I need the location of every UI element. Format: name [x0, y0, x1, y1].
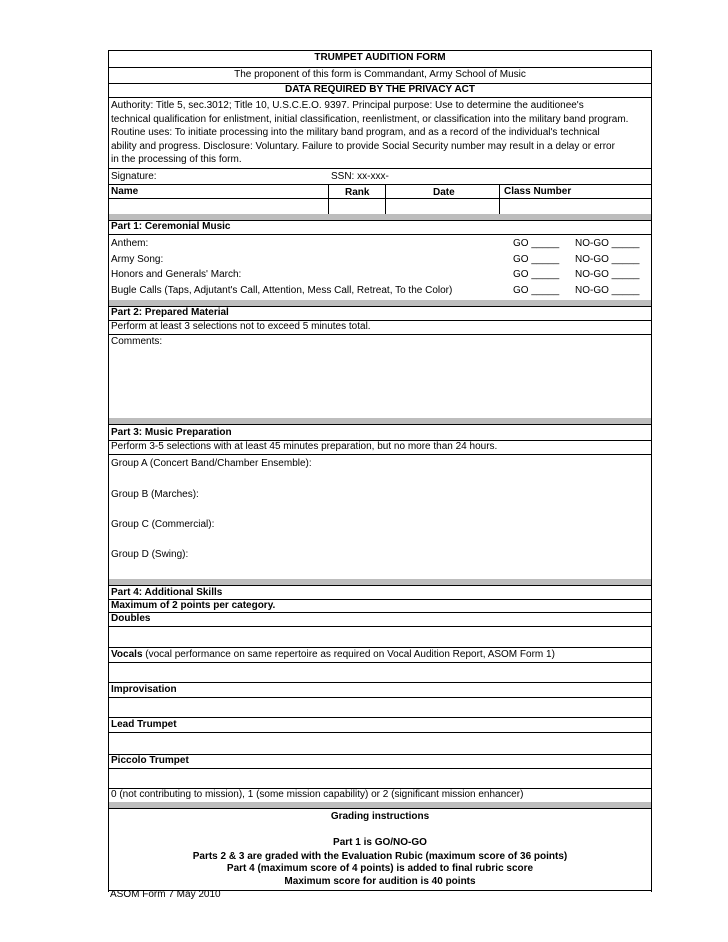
grading-title: Grading instructions	[330, 811, 430, 822]
audition-form	[108, 50, 652, 892]
army-song-nogo[interactable]: NO-GO _____	[575, 254, 640, 265]
privacy-line-4: ability and progress. Disclosure: Voluntary. Failure to provide Social Security number may result in a delay or error	[111, 140, 615, 152]
anthem-label: Anthem:	[111, 238, 149, 249]
part2-title: Part 2: Prepared Material	[111, 307, 229, 318]
bugle-calls-nogo[interactable]: NO-GO _____	[575, 285, 640, 296]
anthem-nogo[interactable]: NO-GO _____	[575, 238, 640, 249]
group-b-label: Group B (Marches):	[111, 489, 199, 500]
date-label: Date	[433, 187, 455, 198]
honors-march-go[interactable]: GO _____	[513, 269, 560, 280]
lead-trumpet-label: Lead Trumpet	[111, 719, 177, 730]
signature-label: Signature:	[111, 171, 157, 182]
comments-label: Comments:	[111, 336, 163, 347]
part3-instruction: Perform 3-5 selections with at least 45 minutes preparation, but no more than 24 hours.	[111, 441, 498, 452]
piccolo-trumpet-label: Piccolo Trumpet	[111, 755, 189, 766]
part4-title: Part 4: Additional Skills	[111, 587, 223, 598]
class-number-label: Class Number	[504, 186, 572, 197]
grading-line-2: Parts 2 & 3 are graded with the Evaluation Rubic (maximum score of 36 points)	[192, 851, 568, 862]
grading-line-3: Part 4 (maximum score of 4 points) is added to final rubric score	[226, 863, 534, 874]
improvisation-label: Improvisation	[111, 684, 177, 695]
privacy-title: DATA REQUIRED BY THE PRIVACY ACT	[284, 84, 475, 95]
army-song-go[interactable]: GO _____	[513, 254, 560, 265]
privacy-line-3: Routine uses: To initiate processing into the military band program, and as a record of the individual's technical	[111, 127, 600, 139]
form-footer: ASOM Form 7 May 2010	[110, 889, 221, 900]
army-song-label: Army Song:	[111, 254, 164, 265]
grading-line-1: Part 1 is GO/NO-GO	[333, 837, 427, 848]
part3-title: Part 3: Music Preparation	[111, 427, 232, 438]
scoring-scale: 0 (not contributing to mission), 1 (some mission capability) or 2 (significant mission enhancer)	[111, 789, 524, 800]
privacy-line-2: technical qualification for enlistment, initial classification, reenlistment, or classification into the military band program.	[111, 113, 629, 125]
ssn-label: SSN: xx-xxx-	[331, 171, 389, 182]
rank-label: Rank	[345, 187, 370, 198]
part4-subtitle: Maximum of 2 points per category.	[111, 600, 276, 611]
honors-march-nogo[interactable]: NO-GO _____	[575, 269, 640, 280]
bugle-calls-label: Bugle Calls (Taps, Adjutant's Call, Attention, Mess Call, Retreat, To the Color)	[111, 285, 453, 296]
doubles-label: Doubles	[111, 613, 151, 624]
privacy-line-5: in the processing of this form.	[111, 154, 242, 166]
group-c-label: Group C (Commercial):	[111, 519, 215, 530]
grading-line-4: Maximum score for audition is 40 points	[284, 876, 476, 887]
group-d-label: Group D (Swing):	[111, 549, 189, 560]
proponent-line: The proponent of this form is Commandant, Army School of Music	[234, 69, 526, 80]
part1-title: Part 1: Ceremonial Music	[111, 221, 231, 232]
anthem-go[interactable]: GO _____	[513, 238, 560, 249]
vocals-note: (vocal performance on same repertoire as required on Vocal Audition Report, ASOM Form 1)	[145, 649, 555, 660]
honors-march-label: Honors and Generals' March:	[111, 269, 242, 280]
name-label: Name	[111, 186, 139, 197]
vocals-label: Vocals	[111, 649, 143, 660]
bugle-calls-go[interactable]: GO _____	[513, 285, 560, 296]
part2-instruction: Perform at least 3 selections not to exceed 5 minutes total.	[111, 321, 371, 332]
form-title: TRUMPET AUDITION FORM	[314, 52, 446, 63]
group-a-label: Group A (Concert Band/Chamber Ensemble):	[111, 458, 312, 469]
privacy-line-1: Authority: Title 5, sec.3012; Title 10, U.S.C.E.O. 9397. Principal purpose: Use to determine the auditionee's	[111, 100, 584, 111]
vocals-row	[111, 649, 555, 661]
